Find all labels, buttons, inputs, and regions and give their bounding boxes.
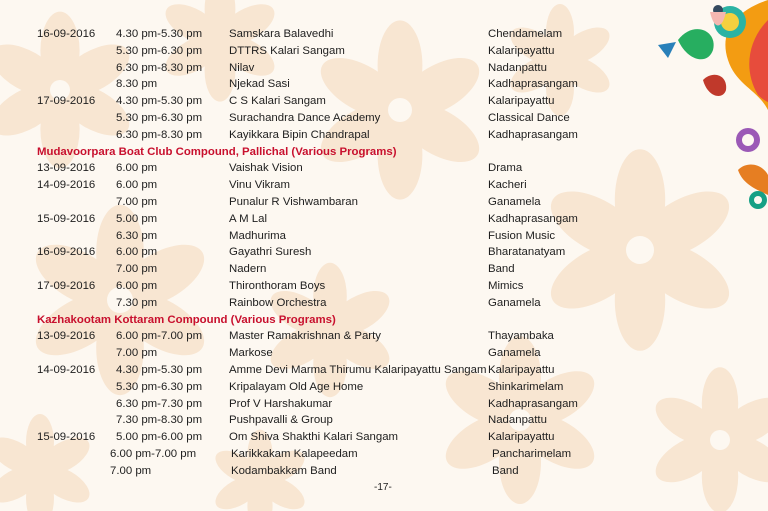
event-time: 5.30 pm-6.30 pm — [116, 380, 203, 393]
event-time: 7.30 pm — [116, 296, 158, 309]
performer-name: Gayathri Suresh — [229, 246, 312, 259]
event-time: 6.30 pm — [116, 229, 158, 242]
program-type: Ganamela — [488, 347, 541, 360]
program-type: Band — [492, 464, 519, 477]
program-type: Ganamela — [488, 196, 541, 208]
event-time: 4.30 pm-5.30 pm — [116, 95, 203, 108]
program-type: Ganamela — [488, 296, 541, 309]
program-type: Kadhaprasangam — [488, 128, 578, 141]
event-time: 6.00 pm — [116, 246, 158, 259]
program-type: Drama — [488, 162, 523, 175]
performer-name: Prof V Harshakumar — [229, 397, 333, 410]
program-type: Nadanpattu — [488, 61, 547, 74]
performer-name: Markose — [229, 347, 273, 360]
event-date: 17-09-2016 — [37, 280, 96, 292]
performer-name: Nilav — [229, 61, 255, 74]
event-time: 8.30 pm — [116, 78, 158, 91]
event-date: 14-09-2016 — [37, 364, 96, 376]
program-type: Kacheri — [488, 179, 527, 192]
performer-name: Amme Devi Marma Thirumu Kalaripayattu Sangam — [229, 364, 487, 376]
event-time: 6.00 pm-7.00 pm — [110, 448, 197, 460]
event-time: 5.00 pm-6.00 pm — [116, 431, 203, 444]
performer-name: Kodambakkam Band — [231, 464, 337, 477]
performer-name: Kripalayam Old Age Home — [229, 380, 364, 393]
page-number: -17- — [374, 482, 392, 493]
program-type: Shinkarimelam — [488, 380, 564, 393]
event-time: 5.30 pm-6.30 pm — [116, 112, 203, 124]
venue-heading: Kazhakootam Kottaram Compound (Various Programs) — [37, 313, 336, 326]
event-time: 7.30 pm-8.30 pm — [116, 414, 203, 427]
performer-name: Pushpavalli & Group — [229, 414, 333, 427]
program-type: Kadhaprasangam — [488, 212, 578, 225]
event-date: 17-09-2016 — [37, 95, 96, 108]
program-type: Kalaripayattu — [488, 44, 555, 57]
event-time: 7.00 pm — [110, 464, 152, 477]
performer-name: Kayikkara Bipin Chandrapal — [229, 128, 370, 141]
performer-name: Om Shiva Shakthi Kalari Sangam — [229, 431, 399, 444]
event-date: 16-09-2016 — [37, 246, 96, 259]
event-time: 6.00 pm — [116, 179, 158, 192]
program-type: Classical Dance — [488, 112, 570, 124]
event-time: 7.00 pm — [116, 347, 158, 360]
performer-name: Vaishak Vision — [229, 162, 303, 175]
event-time: 6.30 pm-8.30 pm — [116, 61, 203, 74]
event-time: 6.00 pm — [116, 162, 158, 175]
program-type: Thayambaka — [488, 330, 554, 343]
event-time: 7.00 pm — [116, 263, 158, 276]
program-type: Bharatanatyam — [488, 246, 566, 259]
program-type: Kadhaprasangam — [488, 78, 578, 91]
event-time: 4.30 pm-5.30 pm — [116, 28, 203, 40]
event-date: 15-09-2016 — [37, 431, 96, 444]
performer-name: Rainbow Orchestra — [229, 296, 327, 309]
event-time: 5.30 pm-6.30 pm — [116, 44, 203, 57]
event-time: 6.30 pm-8.30 pm — [116, 128, 203, 141]
event-time: 7.00 pm — [116, 196, 158, 208]
event-date: 13-09-2016 — [37, 330, 96, 343]
performer-name: Master Ramakrishnan & Party — [229, 330, 381, 343]
program-type: Kalaripayattu — [488, 364, 555, 376]
program-type: Kalaripayattu — [488, 95, 555, 108]
event-date: 15-09-2016 — [37, 212, 96, 225]
performer-name: Njekad Sasi — [229, 78, 290, 91]
program-type: Kadhaprasangam — [488, 397, 578, 410]
performer-name: Karikkakam Kalapeedam — [231, 448, 358, 460]
performer-name: DTTRS Kalari Sangam — [229, 44, 345, 57]
performer-name: Thironthoram Boys — [229, 280, 326, 292]
event-time: 4.30 pm-5.30 pm — [116, 364, 203, 376]
program-type: Chendamelam — [488, 28, 563, 40]
event-date: 14-09-2016 — [37, 179, 96, 192]
venue-heading: Mudavoorpara Boat Club Compound, Pallichal (Various Programs) — [37, 145, 397, 158]
program-type: Band — [488, 263, 515, 276]
colorful-ornament — [618, 0, 768, 215]
performer-name: Nadern — [229, 263, 267, 276]
program-type: Kalaripayattu — [488, 431, 555, 444]
performer-name: A M Lal — [229, 212, 267, 225]
event-time: 6.00 pm — [116, 280, 158, 292]
program-type: Fusion Music — [488, 229, 556, 242]
performer-name: Surachandra Dance Academy — [229, 112, 381, 124]
event-date: 16-09-2016 — [37, 28, 96, 40]
performer-name: C S Kalari Sangam — [229, 95, 326, 108]
performer-name: Punalur R Vishwambaran — [229, 196, 358, 208]
event-date: 13-09-2016 — [37, 162, 96, 175]
performer-name: Vinu Vikram — [229, 179, 290, 192]
program-type: Pancharimelam — [492, 448, 572, 460]
program-type: Nadanpattu — [488, 414, 547, 427]
program-type: Mimics — [488, 280, 524, 292]
event-time: 5.00 pm — [116, 212, 158, 225]
performer-name: Samskara Balavedhi — [229, 28, 334, 40]
performer-name: Madhurima — [229, 229, 286, 242]
event-time: 6.30 pm-7.30 pm — [116, 397, 203, 410]
event-time: 6.00 pm-7.00 pm — [116, 330, 203, 343]
